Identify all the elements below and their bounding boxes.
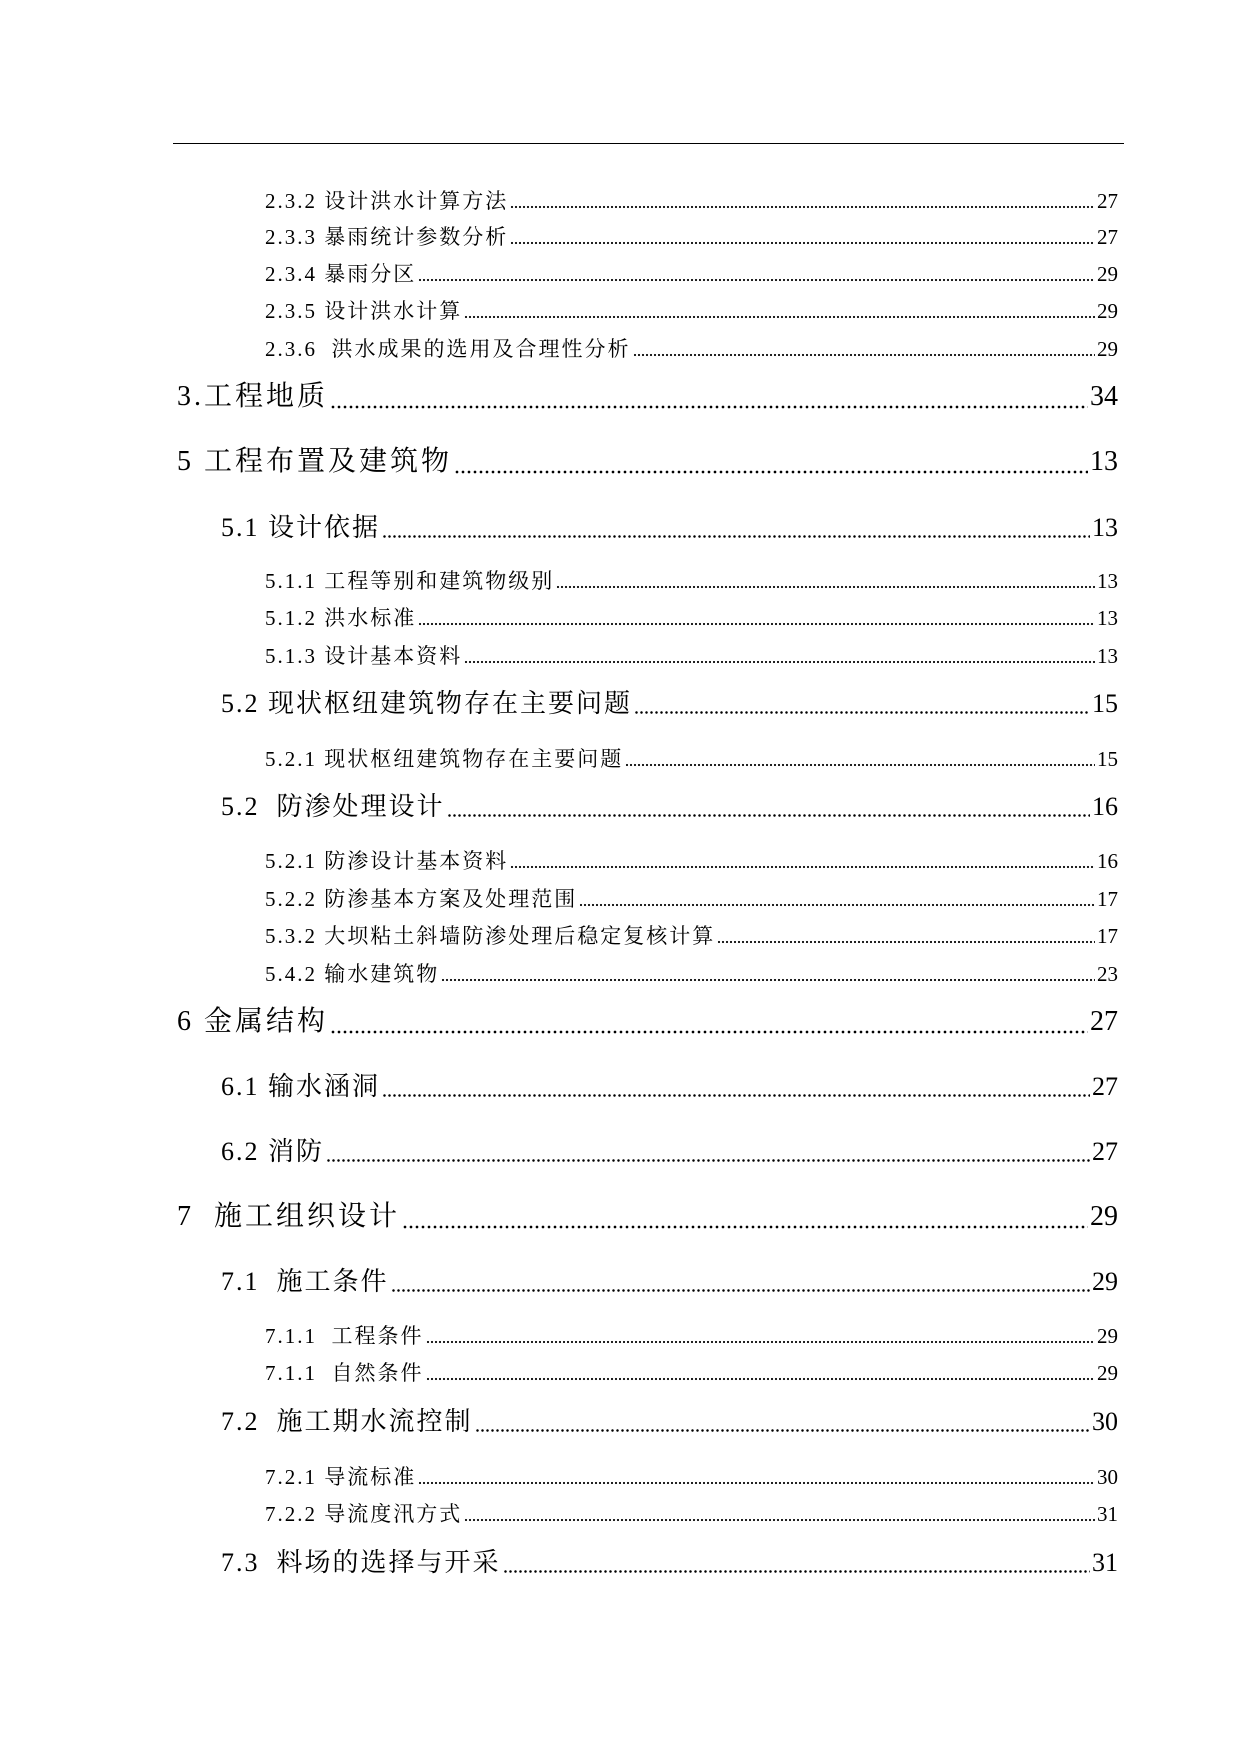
toc-entry-title: 7.2.1 导流标准 [265,1465,417,1489]
toc-section [221,510,1118,546]
toc-section-title: 5.1 设计依据 [221,513,381,542]
toc-section-page: 27 [1092,1137,1118,1166]
toc-leader-dots [464,1499,1095,1529]
toc-leader-dots [475,1404,1090,1440]
toc-entry-page: 29 [1097,337,1118,361]
header-rule [173,143,1124,144]
toc-section-title: 7.1 施工条件 [221,1267,389,1296]
toc-chapter-title: 3.工程地质 [177,381,329,412]
toc-chapter-page: 13 [1090,446,1118,477]
toc-entry-title: 5.4.2 输水建筑物 [265,962,440,986]
toc-section-title: 6.2 消防 [221,1137,325,1166]
toc-chapter-page: 27 [1090,1006,1118,1037]
toc-section-title: 6.1 输水涵洞 [221,1072,381,1101]
toc-entry [265,846,1118,876]
toc-leader-dots [464,296,1095,326]
toc-entry-page: 29 [1097,262,1118,286]
toc-entry-page: 23 [1097,962,1118,986]
toc-entry-page: 30 [1097,1465,1118,1489]
toc-entry [265,566,1118,596]
toc-leader-dots [391,1264,1090,1300]
toc-entry-title: 7.1.1 工程条件 [265,1324,424,1348]
toc-entry-title: 5.3.2 大坝粘土斜墙防渗处理后稳定复核计算 [265,924,716,948]
toc-leader-dots [426,1358,1096,1388]
toc-section-page: 15 [1092,689,1118,718]
toc-section-page: 30 [1092,1407,1118,1436]
toc-leader-dots [326,1134,1090,1170]
toc-entry-title: 2.3.3 暴雨统计参数分析 [265,225,509,249]
toc-chapter [177,443,1118,481]
toc-chapter-title: 6 金属结构 [177,1006,329,1037]
toc-entry-title: 2.3.4 暴雨分区 [265,262,417,286]
toc-section [221,1069,1118,1105]
toc-entry-title: 5.1.2 洪水标准 [265,606,417,630]
toc-section-title: 7.3 料场的选择与开采 [221,1548,501,1577]
toc-leader-dots [510,222,1095,252]
toc-entry [265,1358,1118,1388]
toc-leader-dots [556,566,1095,596]
toc-section-page: 31 [1092,1548,1118,1577]
toc-entry [265,259,1118,289]
toc-entry-title: 2.3.5 设计洪水计算 [265,299,463,323]
toc-section-page: 16 [1092,792,1118,821]
toc-leader-dots [418,603,1095,633]
toc-entry [265,959,1118,989]
toc-entry-page: 31 [1097,1502,1118,1526]
toc-entry [265,884,1118,914]
toc-section-page: 13 [1092,513,1118,542]
toc-entry-page: 27 [1097,189,1118,213]
toc-leader-dots [464,641,1095,671]
toc-entry [265,296,1118,326]
toc-leader-dots [418,1462,1095,1492]
toc-entry-page: 29 [1097,1361,1118,1385]
toc-chapter-title: 7 施工组织设计 [177,1201,401,1232]
toc-entry-page: 16 [1097,849,1118,873]
toc-entry-title: 5.2.1 现状枢纽建筑物存在主要问题 [265,747,624,771]
toc-chapter-title: 5 工程布置及建筑物 [177,446,453,477]
toc-section-title: 5.2 现状枢纽建筑物存在主要问题 [221,689,633,718]
toc-section [221,1545,1118,1581]
toc-entry [265,921,1118,951]
toc-leader-dots [402,1198,1088,1236]
toc-leader-dots [382,510,1090,546]
toc-leader-dots [634,686,1090,722]
toc-leader-dots [625,744,1095,774]
toc-section [221,1134,1118,1170]
toc-leader-dots [426,1321,1096,1351]
toc-entry [265,641,1118,671]
toc-entry-title: 7.2.2 导流度汛方式 [265,1502,463,1526]
toc-chapter [177,378,1118,416]
toc-entry [265,334,1118,364]
toc-section-page: 29 [1092,1267,1118,1296]
toc-entry-page: 17 [1097,887,1118,911]
toc-entry-title: 2.3.2 设计洪水计算方法 [265,189,509,213]
toc-entry-title: 5.2.2 防渗基本方案及处理范围 [265,887,578,911]
toc-entry-page: 27 [1097,225,1118,249]
toc-entry-title: 5.1.1 工程等别和建筑物级别 [265,569,555,593]
toc-entry [265,1462,1118,1492]
toc-entry-page: 29 [1097,299,1118,323]
toc-entry-title: 2.3.6 洪水成果的选用及合理性分析 [265,337,631,361]
toc-section-title: 5.2 防渗处理设计 [221,792,445,821]
toc-chapter [177,1198,1118,1236]
toc-chapter-page: 29 [1090,1201,1118,1232]
toc-leader-dots [330,378,1088,416]
toc-section [221,789,1118,825]
toc-section-page: 27 [1092,1072,1118,1101]
toc-entry [265,222,1118,252]
toc-entry-title: 5.1.3 设计基本资料 [265,644,463,668]
toc-entry-page: 15 [1097,747,1118,771]
toc-chapter-page: 34 [1090,381,1118,412]
toc-section [221,686,1118,722]
toc-leader-dots [454,443,1088,481]
toc-leader-dots [447,789,1090,825]
toc-entry-page: 13 [1097,569,1118,593]
toc-entry-title: 7.1.1 自然条件 [265,1361,424,1385]
toc-section [221,1404,1118,1440]
toc-leader-dots [330,1003,1088,1041]
toc-leader-dots [503,1545,1090,1581]
toc-leader-dots [441,959,1095,989]
toc-leader-dots [510,846,1095,876]
toc-leader-dots [717,921,1095,951]
toc-leader-dots [382,1069,1090,1105]
toc-entry-page: 17 [1097,924,1118,948]
toc-entry [265,1321,1118,1351]
toc-entry [265,1499,1118,1529]
toc-section [221,1264,1118,1300]
toc-entry [265,744,1118,774]
toc-entry-page: 29 [1097,1324,1118,1348]
toc-entry-page: 13 [1097,644,1118,668]
toc-entry [265,603,1118,633]
toc-leader-dots [510,186,1095,216]
toc-leader-dots [633,334,1096,364]
toc-leader-dots [418,259,1095,289]
toc-entry-page: 13 [1097,606,1118,630]
toc-section-title: 7.2 施工期水流控制 [221,1407,473,1436]
toc-entry [265,186,1118,216]
toc-leader-dots [579,884,1095,914]
toc-entry-title: 5.2.1 防渗设计基本资料 [265,849,509,873]
toc-chapter [177,1003,1118,1041]
